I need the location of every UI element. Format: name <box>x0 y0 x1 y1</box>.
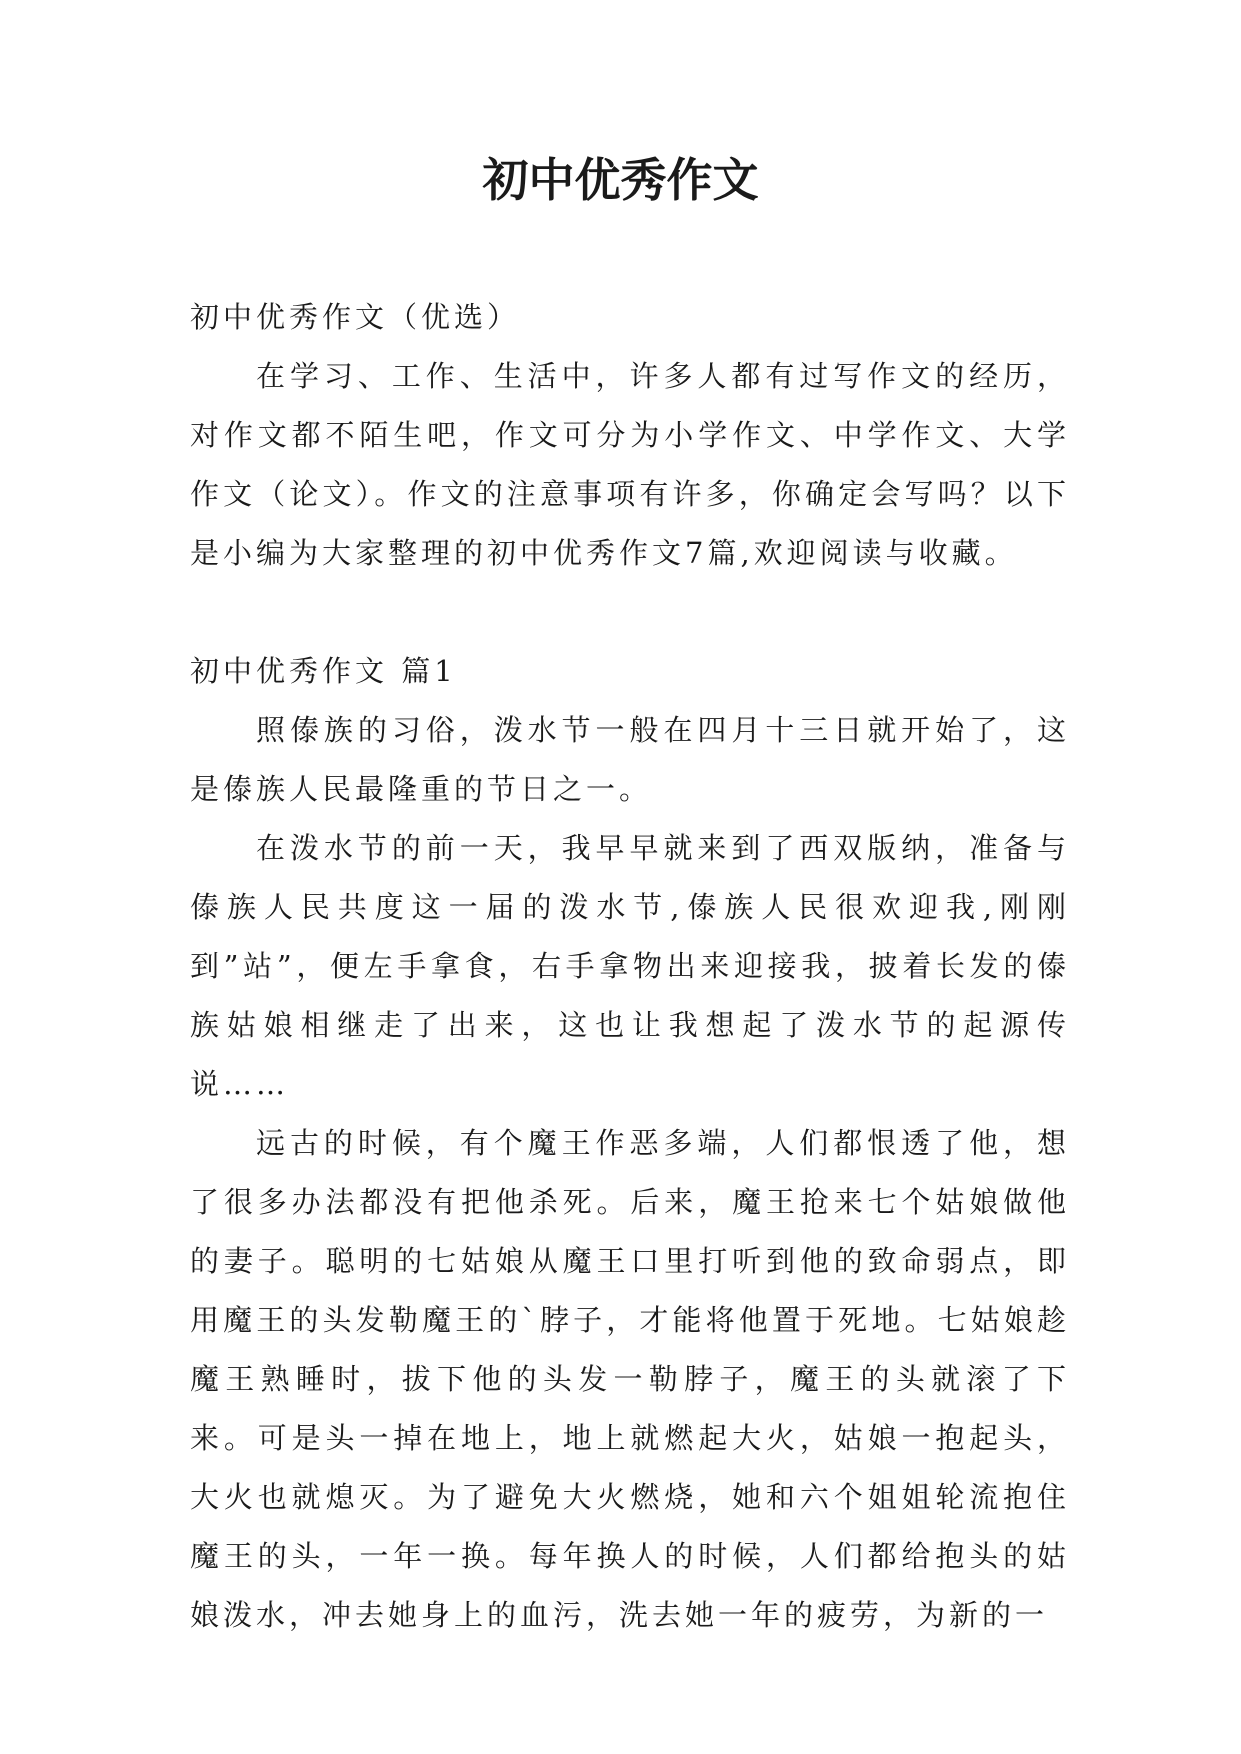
section1-paragraph-2: 在泼水节的前一天，我早早就来到了西双版纳，准备与傣族人民共度这一届的泼水节,傣族人民很欢迎我,刚刚到”站”，便左手拿食，右手拿物出来迎接我，披着长发的傣族姑娘相继走了出来，这也让我想起了泼水节的起源传说…… <box>190 831 1070 1101</box>
intro-paragraph: 在学习、工作、生活中，许多人都有过写作文的经历，对作文都不陌生吧，作文可分为小学作文、中学作文、大学作文（论文）。作文的注意事项有许多，你确定会写吗？以下是小编为大家整理的初中优秀作文7篇,欢迎阅读与收藏。 <box>190 359 1070 570</box>
section1-paragraph-1: 照傣族的习俗，泼水节一般在四月十三日就开始了，这是傣族人民最隆重的节日之一。 <box>190 713 1070 806</box>
document-body <box>190 288 1070 1645</box>
section-spacer <box>190 583 1070 642</box>
intro-heading: 初中优秀作文（优选） <box>190 300 521 334</box>
section1-heading: 初中优秀作文 篇1 <box>190 654 457 688</box>
document-title: 初中优秀作文 <box>482 153 759 207</box>
section1-paragraph-3: 远古的时候，有个魔王作恶多端，人们都恨透了他，想了很多办法都没有把他杀死。后来，魔王抢来七个姑娘做他的妻子。聪明的七姑娘从魔王口里打听到他的致命弱点，即用魔王的头发勒魔王的`脖子，才能将他置于死地。七姑娘趁魔王熟睡时，拔下他的头发一勒脖子，魔王的头就滚了下来。可是头一掉在地上，地上就燃起大火，姑娘一抱起头，大火也就熄灭。为了避免大火燃烧，她和六个姐姐轮流抱住魔王的头，一年一换。每年换人的时候，人们都给抱头的姑娘泼水，冲去她身上的血污，洗去她一年的疲劳，为新的一 <box>190 1126 1070 1632</box>
